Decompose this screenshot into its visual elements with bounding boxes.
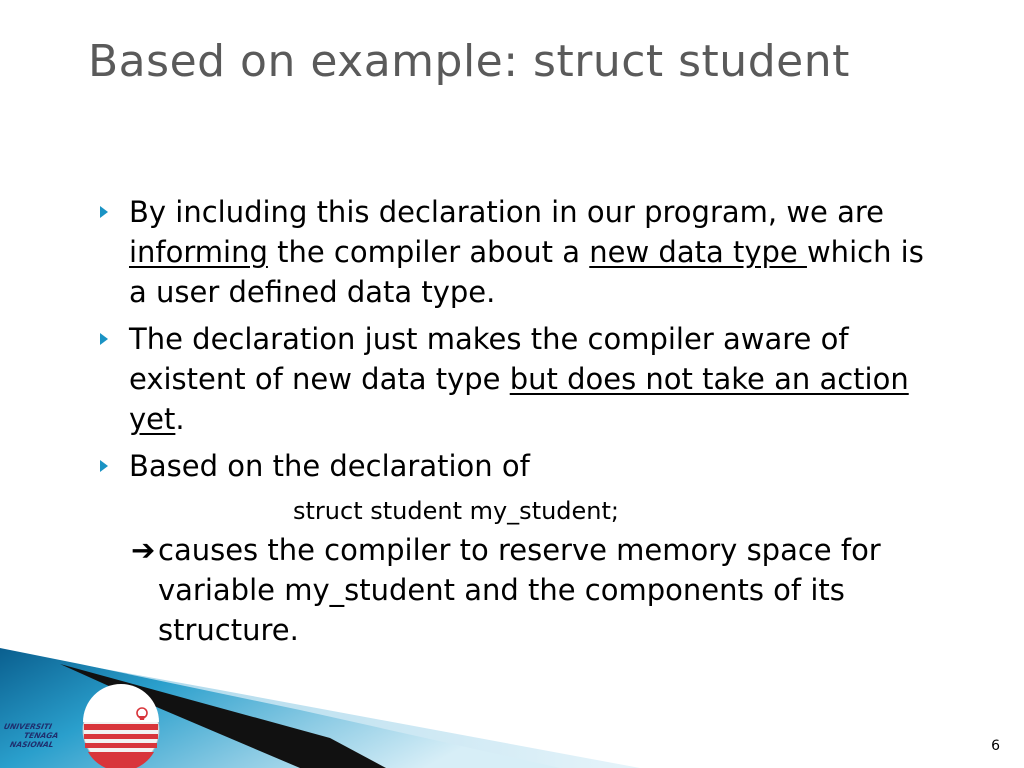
code-declaration: struct student my_student;	[293, 497, 620, 525]
logo-wordmark	[0, 722, 97, 749]
bullet-2-underlined-no-action: but does not take an action yet	[129, 362, 909, 436]
logo-line-1: UNIVERSITI	[2, 722, 53, 731]
bullet-1-underlined-informing: informing	[129, 235, 268, 269]
bullet-3-text: Based on the declaration of	[129, 449, 530, 483]
bullet-1-text-b: the compiler about a	[267, 235, 590, 269]
arrow-right-icon: ➔	[131, 533, 156, 567]
slide-title: Based on example: struct student	[88, 36, 850, 87]
bullet-2-text-b: .	[175, 402, 185, 436]
bullet-1-text-a: By including this declaration in our program, we are	[129, 195, 885, 229]
logo-line-3: NASIONAL	[9, 740, 55, 749]
bullet-1-text-c: which is a user defined data type.	[129, 235, 924, 309]
bullet-1-underlined-new-data-type: new data type	[589, 235, 807, 269]
logo-line-2: TENAGA	[23, 731, 60, 740]
bullet-2-text-a: The declaration just makes the compiler aware of existent of new data type	[129, 322, 849, 396]
page-number: 6	[991, 738, 1000, 754]
cause-text: causes the compiler to reserve memory space for variable my_student and the components of its structure.	[158, 533, 881, 647]
